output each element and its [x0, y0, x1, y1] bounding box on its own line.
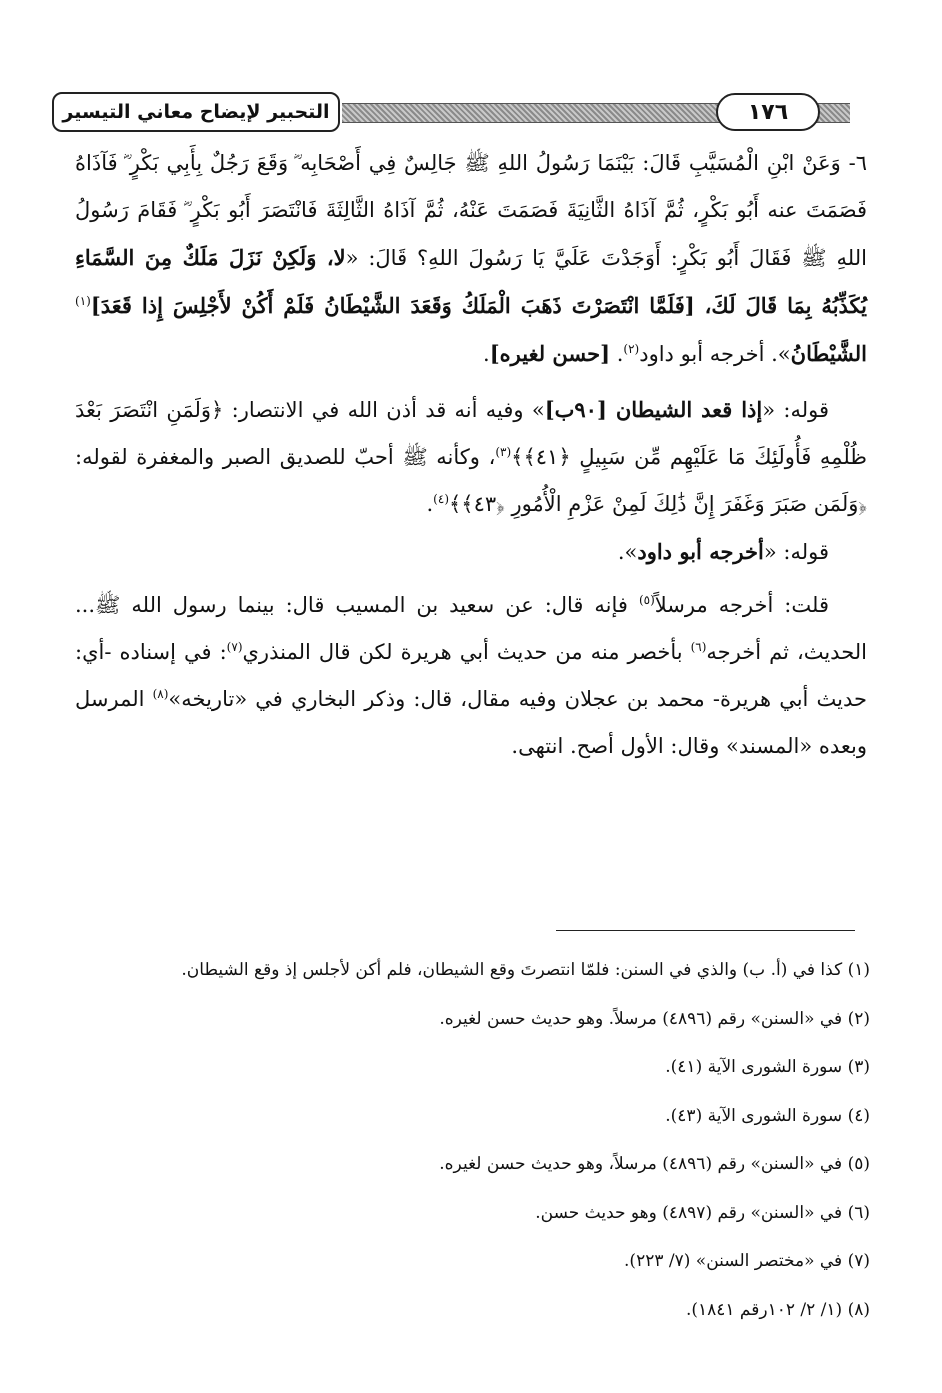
footnote-6: (٦) في «السنن» رقم (٤٨٩٧) وهو حديث حسن. — [535, 1202, 870, 1223]
footnote-ref-5: (٥) — [638, 593, 655, 607]
commentary-1-end: . — [426, 492, 434, 516]
footnote-2: (٢) في «السنن» رقم (٤٨٩٦) مرسلاً. وهو حديث حسن لغيره. — [439, 1008, 870, 1029]
hadith-text: ٦- وَعَنْ ابْنِ الْمُسَيَّبِ قَالَ: بَيْنَمَا رَسُولُ اللهِ ﷺ جَالِسٌ فِي أَصْحَابِه ؓ وَقَعَ رَجُلٌ بِأَبِي بَكْرٍ ؓ فَآذَاهُ فَصَمَتَ عنه أَبُو بَكْرٍ، ثُمَّ آذَاهُ الثَّانِيَةَ فَصَمَتَ عَنْهُ، ثُمَّ آذَاهُ الثَّالِثَةَ فَانْتَصَرَ أَبُو بَكْرٍ ؓ فَقَامَ رَسُولُ اللهِ ﷺ فَقَالَ أَبُو بَكْرٍ: أَوَجَدْتَ عَلَيَّ يَا رَسُولَ اللهِ؟ قَالَ: « — [75, 151, 867, 270]
footnote-ref-6: (٦) — [690, 640, 707, 654]
commentary-3-text-2: فإنه قال: عن سعيد بن المسيب قال: بينما رسول الله ﷺ... الحديث، ثم أخرجه — [75, 593, 867, 664]
commentary-paragraph-1 — [75, 386, 867, 528]
footnote-1: (١) كذا في (أ. ب) والذي في السنن: فلمّا انتصرتَ وقع الشيطان، فلم أكن لأجلس إذ وقع الشيطان. — [181, 960, 870, 980]
commentary-3-end: المرسل وبعده «المسند» وقال: الأول أصح. انتهى. — [75, 687, 867, 758]
hadith-end: . — [483, 342, 490, 366]
footnote-ref-4: (٤) — [433, 492, 449, 506]
footnote-ref-2: (٢) — [623, 342, 640, 356]
commentary-1-quoted: إذا قعد الشيطان [٩٠ب] — [544, 397, 763, 422]
footnote-separator — [556, 930, 855, 931]
footnote-ref-7: (٧) — [226, 640, 243, 654]
hadith-paragraph — [75, 140, 867, 378]
footnote-3: (٣) سورة الشورى الآية (٤١). — [665, 1057, 870, 1077]
commentary-1-text-2: ، وكأنه ﷺ أحبّ للصديق الصبر والمغفرة لقوله: ﴿وَلَمَن صَبَرَ وَغَفَرَ إِنَّ ذَٰلِكَ لَمِنْ عَزْمِ الْأُمُورِ ﴿٤٣﴾﴾ — [75, 445, 867, 516]
page-number: ١٧٦ — [716, 93, 820, 131]
hadith-prophet-words-end: الشَّيْطَانُ — [790, 341, 867, 366]
commentary-3-text-4: : في إسناده -أي: حديث أبي هريرة- محمد بن عجلان وفيه مقال، قال: وذكر البخاري في «تاريخه» — [75, 640, 867, 711]
commentary-1-text: » وفيه أنه قد أذن الله في الانتصار: ﴿وَلَمَنِ انْتَصَرَ بَعْدَ ظُلْمِهِ فَأُولَئِكَ مَا عَلَيْهِم مِّن سَبِيلٍ ﴿٤١﴾﴾ — [75, 398, 867, 469]
commentary-3-text: قلت: أخرجه مرسلاً — [654, 593, 829, 617]
commentary-paragraph-3 — [75, 582, 867, 770]
main-text — [75, 140, 867, 770]
footnote-ref-8: (٨) — [152, 687, 169, 701]
commentary-paragraph-2 — [75, 528, 867, 576]
footnote-7: (٧) في «مختصر السنن» (٧/ ٢٢٣). — [624, 1251, 870, 1271]
footnotes — [130, 958, 870, 1346]
footnote-ref-3: (٣) — [495, 445, 512, 459]
commentary-2-lead: قوله: « — [763, 540, 829, 564]
hadith-grade: [حسن لغيره] — [489, 341, 611, 366]
footnote-ref-1: (١) — [75, 294, 91, 308]
hadith-source: ». أخرجه أبو داود — [639, 342, 791, 366]
running-title: التحبير لإيضاح معاني التيسير — [52, 92, 340, 132]
commentary-3-text-3: بأخصر منه من حديث أبي هريرة لكن قال المنذري — [242, 640, 691, 664]
hadith-prophet-words: لا، وَلَكِنْ نَزَلَ مَلَكٌ مِنَ السَّمَاءِ يُكَذِّبُهُ بِمَا قَالَ لَكَ، [فَلَمَّا انْتَصَرْتَ ذَهَبَ الْمَلَكُ وَقَعَدَ الشَّيْطَانُ فَلَمْ أَكُنْ لأَجْلِسَ إِذا قَعَدَ] — [75, 245, 867, 318]
footnote-4: (٤) سورة الشورى الآية (٤٣). — [665, 1105, 870, 1126]
footnote-8: (٨) (١/ ٢/ ١٠٢رقم ١٨٤١). — [685, 1299, 870, 1320]
hadith-separator: . — [610, 342, 624, 366]
footnote-5: (٥) في «السنن» رقم (٤٨٩٦) مرسلاً، وهو حديث حسن لغيره. — [439, 1154, 870, 1174]
commentary-1-lead: قوله: « — [762, 398, 829, 422]
commentary-2-quoted: أخرجه أبو داود — [637, 539, 764, 564]
commentary-2-end: ». — [617, 540, 638, 564]
